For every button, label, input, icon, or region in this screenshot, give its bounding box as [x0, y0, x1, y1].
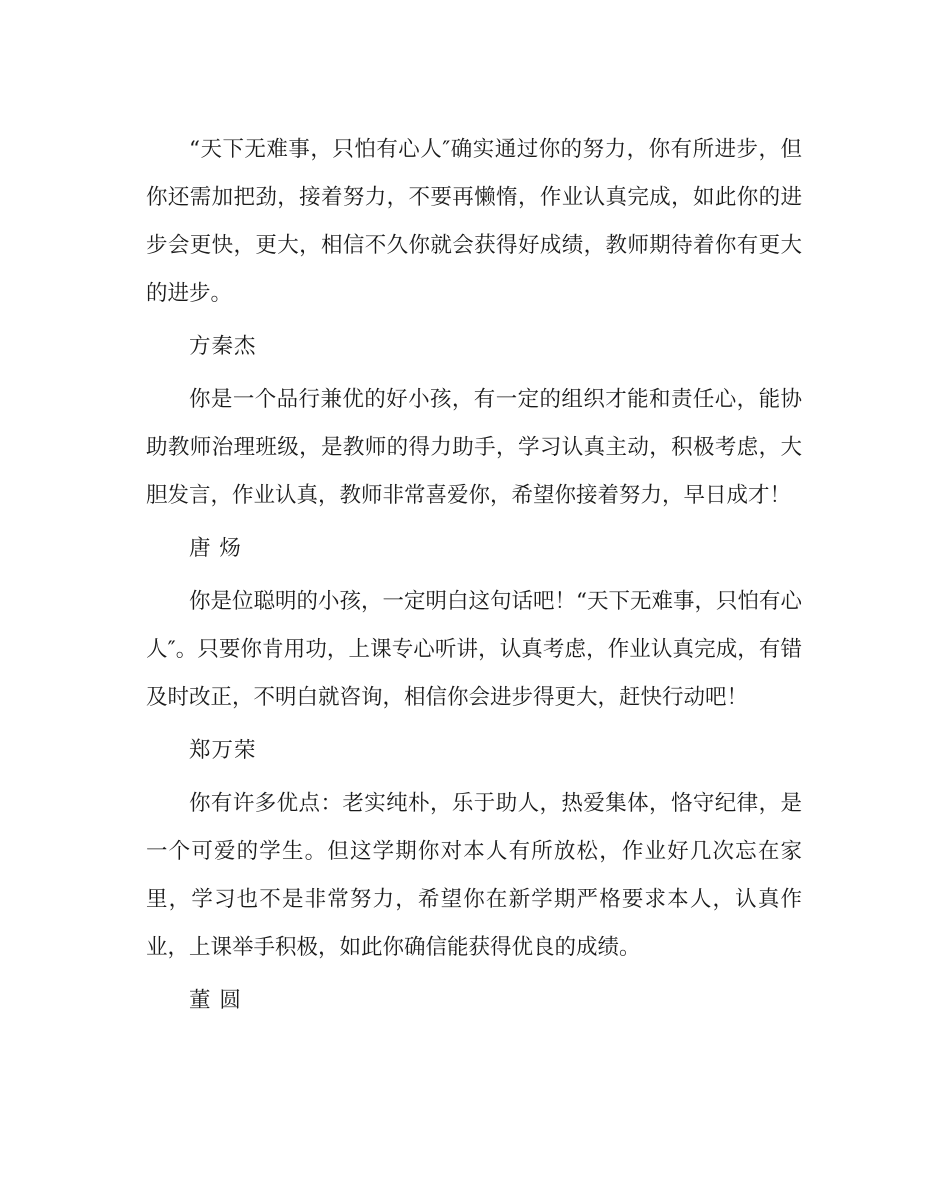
- student-name: 郑万荣: [189, 738, 257, 763]
- student-name: 董 圆: [189, 988, 242, 1013]
- comment-paragraph: “天下无难事，只怕有心人″确实通过你的努力，你有所进步，但你还需加把劲，接着努力，不要再懒惰，作业认真完成，如此你的进步会更快，更大，相信不久你就会获得好成绩，教师期待着你有更大的进步。: [146, 137, 802, 306]
- comment-paragraph: 你是位聪明的小孩，一定明白这句话吧！“天下无难事，只怕有心人″。只要你肯用功，上课专心听讲，认真考虑，作业认真完成，有错及时改正，不明白就咨询，相信你会进步得更大，赶快行动吧！: [146, 589, 802, 710]
- student-name: 唐 炀: [189, 536, 242, 561]
- comment-paragraph: 你有许多优点：老实纯朴，乐于助人，热爱集体，恪守纪律，是一个可爱的学生。但这学期你对本人有所放松，作业好几次忘在家里，学习也不是非常努力，希望你在新学期严格要求本人，认真作业，上课举手积极，如此你确信能获得优良的成绩。: [146, 791, 802, 960]
- student-name: 方秦杰: [189, 334, 257, 359]
- document-body: [146, 126, 802, 1030]
- comment-paragraph: 你是一个品行兼优的好小孩，有一定的组织才能和责任心，能协助教师治理班级，是教师的得力助手，学习认真主动，积极考虑，大胆发言，作业认真，教师非常喜爱你，希望你接着努力，早日成才！: [146, 387, 802, 508]
